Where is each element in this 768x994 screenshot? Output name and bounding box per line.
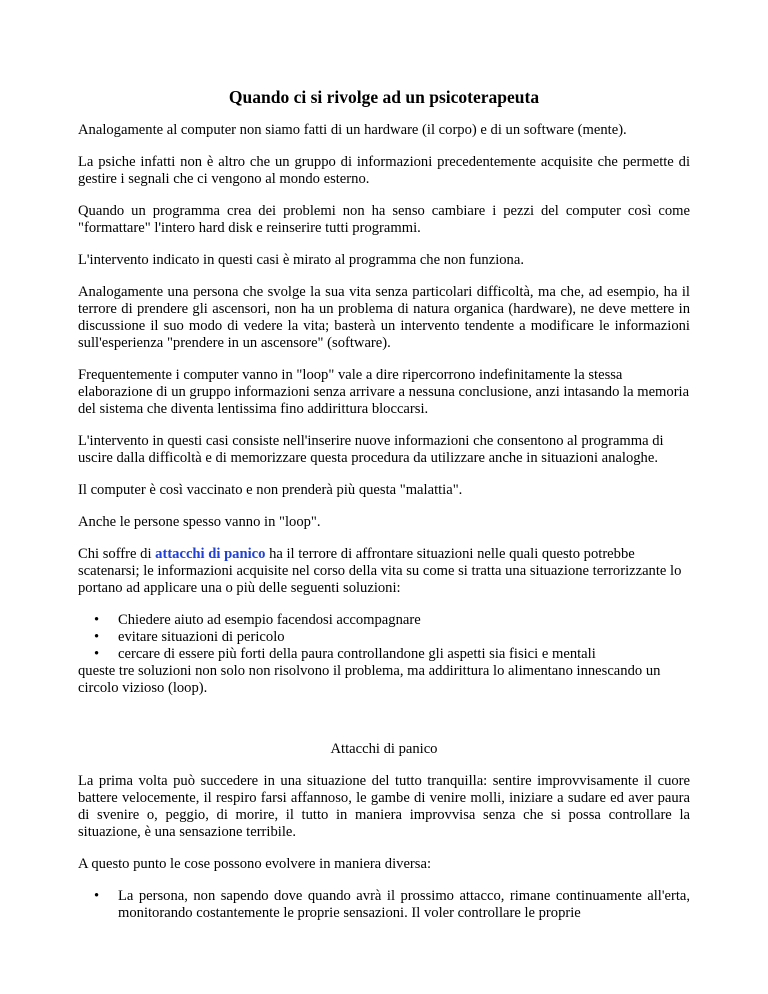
panic-text-before: Chi soffre di	[78, 546, 156, 562]
paragraph: Anche le persone spesso vanno in "loop".	[78, 514, 321, 530]
paragraph: Analogamente una persona che svolge la sua vita senza particolari difficoltà, ma che, ad esempio, ha il terrore di prendere gli ascensori, non ha un problema di natura organica (hardware), ne deve mettere in discussione il suo modo di vedere la vita; basterà un intervento tendente a modificare le informazioni sull'esperienza "prendere in un ascensore" (software).	[78, 284, 690, 351]
evolution-list	[78, 888, 690, 922]
panic-attacks-link[interactable]: attacchi di panico	[155, 546, 266, 562]
paragraph: La prima volta può succedere in una situazione del tutto tranquilla: sentire improvvisamente il cuore battere velocemente, il respiro farsi affannoso, le gambe di venire molli, iniziare a sudare ed aver paura di svenire o, peggio, di morire, il tutto in maniera improvvisa senza che si possa controllare la situazione, è una sensazione terribile.	[78, 773, 690, 840]
paragraph: Analogamente al computer non siamo fatti di un hardware (il corpo) e di un software (mente).	[78, 122, 627, 138]
list-item: • La persona, non sapendo dove quando avrà il prossimo attacco, rimane continuamente all'erta, monitorando costantemente le proprie sensazioni. Il voler controllare le proprie	[78, 888, 690, 922]
panic-text-after: ha il terrore di affrontare situazioni nelle quali questo potrebbe scatenarsi; le informazioni acquisite nel corso della vita su come si tratta una situazione terrorizzante lo portano ad applicare una o più delle seguenti soluzioni:	[78, 546, 682, 596]
paragraph: queste tre soluzioni non solo non risolvono il problema, ma addirittura lo alimentano innescando un circolo vizioso (loop).	[78, 663, 661, 696]
paragraph: Quando un programma crea dei problemi non ha senso cambiare i pezzi del computer così come "formattare" l'intero hard disk e reinserire tutti programmi.	[78, 203, 690, 236]
document-title: Quando ci si rivolge ad un psicoterapeuta	[228, 87, 540, 107]
paragraph: Il computer è così vaccinato e non prenderà più questa "malattia".	[78, 482, 463, 498]
solutions-list	[78, 612, 690, 663]
section-title: Attacchi di panico	[330, 741, 438, 757]
list-item: • evitare situazioni di pericolo	[78, 629, 690, 646]
paragraph: A questo punto le cose possono evolvere in maniera diversa:	[78, 856, 432, 872]
paragraph: L'intervento in questi casi consiste nell'inserire nuove informazioni che consentono al programma di uscire dalla difficoltà e di memorizzare questa procedura da utilizzare anche in situazioni analoghe.	[78, 433, 664, 466]
list-item: • Chiedere aiuto ad esempio facendosi accompagnare	[78, 612, 690, 629]
paragraph: L'intervento indicato in questi casi è mirato al programma che non funziona.	[78, 252, 524, 268]
panic-paragraph	[78, 546, 690, 597]
paragraph: La psiche infatti non è altro che un gruppo di informazioni precedentemente acquisite che permette di gestire i segnali che ci vengono al mondo esterno.	[78, 154, 690, 187]
list-item: • cercare di essere più forti della paura controllandone gli aspetti sia fisici e mentali	[78, 646, 690, 663]
paragraph: Frequentemente i computer vanno in "loop" vale a dire ripercorrono indefinitamente la stessa elaborazione di un gruppo informazioni senza arrivare a nessuna conclusione, anzi intasando la memoria del sistema che diventa lentissima fino addirittura bloccarsi.	[78, 367, 690, 417]
document-page	[78, 86, 690, 922]
